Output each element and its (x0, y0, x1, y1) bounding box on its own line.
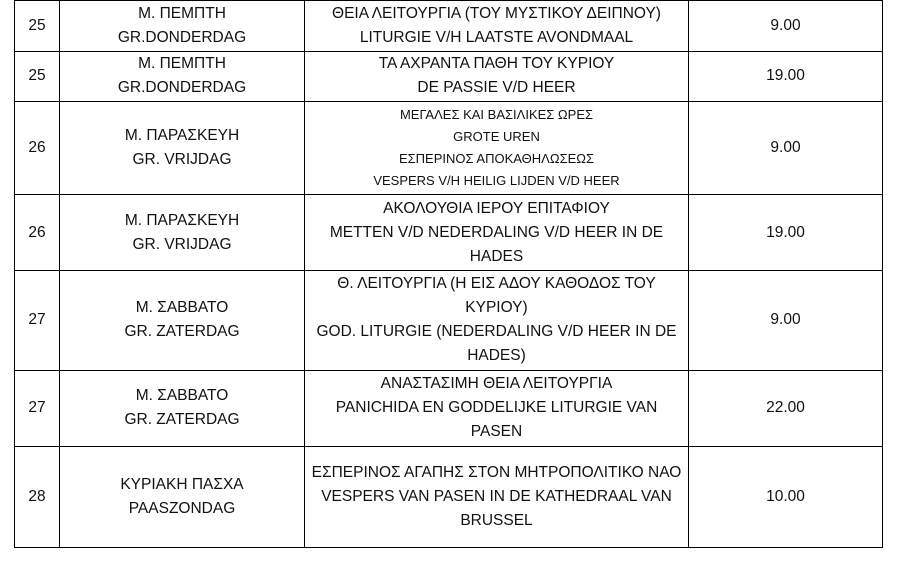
service-line: ΕΣΠΕΡΙΝΟΣ ΑΠΟΚΑΘΗΛΩΣΕΩΣ (398, 151, 595, 167)
time-cell: 19.00 (689, 51, 883, 102)
day-name-cell (60, 195, 305, 270)
day-name-cell (60, 1, 305, 52)
day-cell: 27 (15, 270, 60, 370)
day-name-greek: Μ. ΠΕΜΠΤΗ (138, 4, 226, 22)
service-line: GOD. LITURGIE (NEDERDALING V/D HEER IN DE HADES) (316, 323, 677, 365)
day-cell: 27 (15, 371, 60, 446)
service-line: LITURGIE V/H LAATSTE AVONDMAAL (359, 28, 634, 46)
day-name-cell (60, 270, 305, 370)
service-line: ΑΝΑΣΤΑΣΙΜΗ ΘΕΙΑ ΛΕΙΤΟΥΡΓΙΑ (380, 375, 613, 393)
table-row (15, 102, 883, 195)
day-name-dutch: PAASZONDAG (128, 499, 236, 517)
schedule-table (14, 0, 883, 548)
service-line: PANICHIDA EN GODDELIJKE LITURGIE VAN PASEN (335, 399, 658, 441)
service-line: VESPERS V/H HEILIG LIJDEN V/D HEER (373, 173, 620, 189)
service-line: ΤΑ ΑΧΡΑΝΤΑ ΠΑΘΗ ΤΟΥ ΚΥΡΙΟΥ (378, 55, 615, 73)
day-name-greek: Μ. ΣΑΒΒΑΤΟ (135, 299, 229, 317)
time-cell: 10.00 (689, 446, 883, 547)
day-name-cell (60, 446, 305, 547)
day-cell: 28 (15, 446, 60, 547)
day-name-greek: ΚΥΡΙΑΚΗ ΠΑΣΧΑ (120, 475, 244, 493)
table-row (15, 371, 883, 446)
service-line: ΘΕΙΑ ΛΕΙΤΟΥΡΓΙΑ (ΤΟΥ ΜΥΣΤΙΚΟΥ ΔΕΙΠΝΟΥ) (332, 4, 661, 22)
service-line: ΕΣΠΕΡΙΝΟΣ ΑΓΑΠΗΣ ΣΤΟΝ ΜΗΤΡΟΠΟΛΙΤΙΚΟ ΝΑΟ (311, 463, 682, 481)
service-cell (305, 371, 689, 446)
service-line: VESPERS VAN PASEN IN DE KATHEDRAAL VAN BRUSSEL (321, 487, 672, 529)
service-cell (305, 195, 689, 270)
day-name-cell (60, 371, 305, 446)
table-row (15, 195, 883, 270)
day-name-dutch: GR. ZATERDAG (124, 323, 240, 341)
day-name-cell (60, 102, 305, 195)
time-cell: 19.00 (689, 195, 883, 270)
day-name-dutch: GR. VRIJDAG (132, 235, 232, 253)
service-cell (305, 446, 689, 547)
day-name-greek: Μ. ΠΕΜΠΤΗ (138, 55, 226, 73)
table-row (15, 270, 883, 370)
day-cell: 26 (15, 195, 60, 270)
day-name-dutch: GR. ZATERDAG (124, 411, 240, 429)
service-line: ΑΚΟΛΟΥΘΙΑ ΙΕΡΟΥ ΕΠΙΤΑΦΙΟΥ (383, 199, 610, 217)
service-line: ΜΕΓΑΛΕΣ ΚΑΙ ΒΑΣΙΛΙΚΕΣ ΩΡΕΣ (399, 107, 594, 123)
service-line: DE PASSIE V/D HEER (417, 79, 576, 97)
time-cell: 9.00 (689, 102, 883, 195)
day-name-greek: Μ. ΠΑΡΑΣΚΕΥΗ (124, 127, 240, 145)
service-line: Θ. ΛΕΙΤΟΥΡΓΙΑ (Η ΕΙΣ ΑΔΟΥ ΚΑΘΟΔΟΣ ΤΟΥ ΚΥΡΙΟΥ) (337, 275, 656, 317)
day-name-greek: Μ. ΣΑΒΒΑΤΟ (135, 387, 229, 405)
day-name-greek: Μ. ΠΑΡΑΣΚΕΥΗ (124, 211, 240, 229)
day-name-dutch: GR.DONDERDAG (117, 79, 247, 97)
day-name-cell (60, 51, 305, 102)
service-cell (305, 102, 689, 195)
day-name-dutch: GR.DONDERDAG (117, 28, 247, 46)
service-cell (305, 1, 689, 52)
service-cell (305, 51, 689, 102)
day-cell: 25 (15, 51, 60, 102)
day-name-dutch: GR. VRIJDAG (132, 151, 232, 169)
day-cell: 26 (15, 102, 60, 195)
table-row (15, 1, 883, 52)
time-cell: 9.00 (689, 1, 883, 52)
service-line: METTEN V/D NEDERDALING V/D HEER IN DE HADES (329, 223, 664, 265)
time-cell: 9.00 (689, 270, 883, 370)
table-row (15, 51, 883, 102)
day-cell: 25 (15, 1, 60, 52)
table-row (15, 446, 883, 547)
service-cell (305, 270, 689, 370)
time-cell: 22.00 (689, 371, 883, 446)
service-line: GROTE UREN (453, 129, 540, 145)
